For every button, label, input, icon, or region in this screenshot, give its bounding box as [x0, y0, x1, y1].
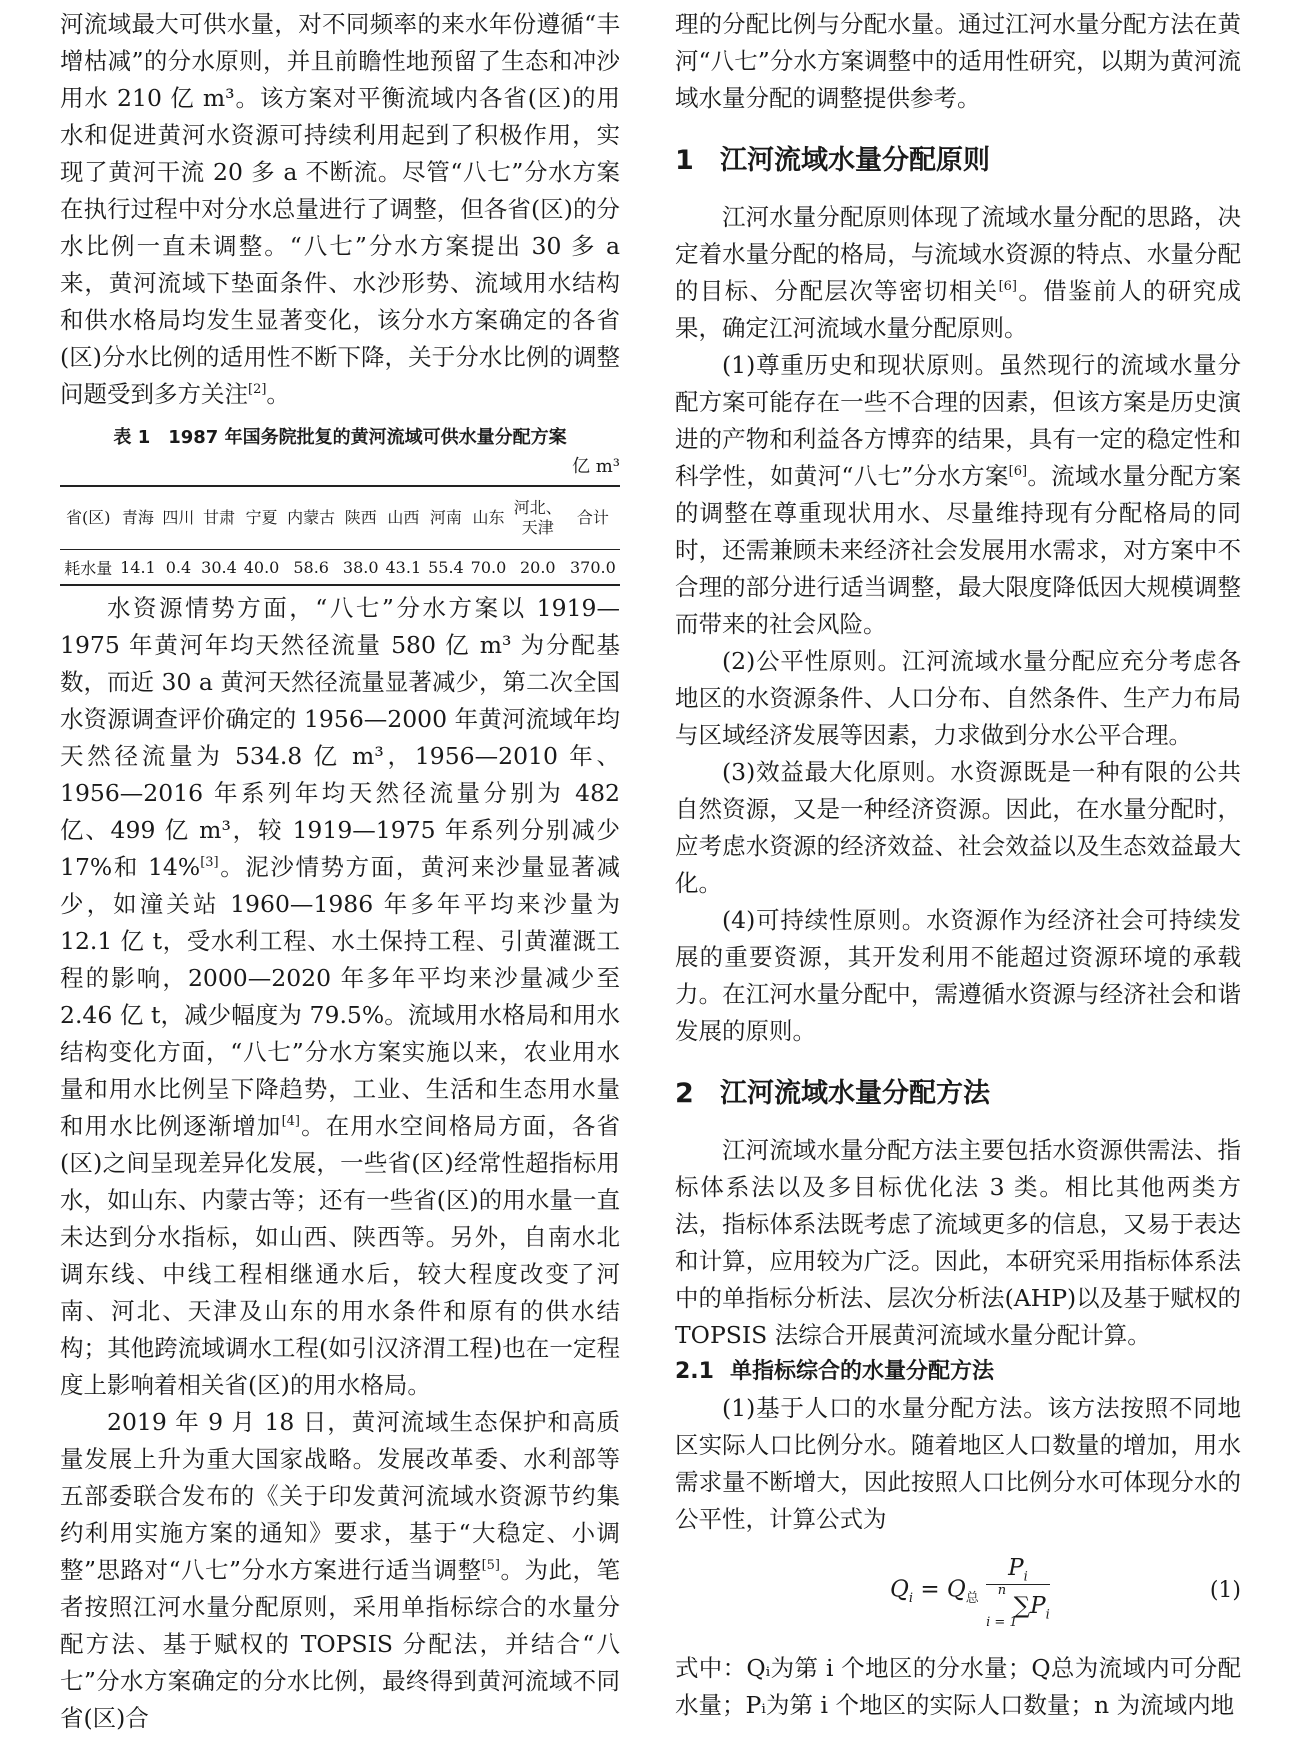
table-caption: 表 1 1987 年国务院批复的黄河流域可供水量分配方案 [113, 427, 567, 448]
equation: $Q_i = Q_总$ $P_i$ n i = 1 $\sum P_i$ (1) [675, 1548, 1241, 1646]
section-heading: 2 江河流域水量分配方法 [675, 1078, 990, 1109]
subsection-heading: 2.1 单指标综合的水量分配方法 [675, 1359, 995, 1384]
table-cell: 58.6 [283, 550, 340, 586]
table-header-cell: 山东 [467, 486, 510, 550]
table-header-cell: 内蒙古 [283, 486, 340, 550]
table-cell: 370.0 [566, 550, 620, 586]
equation-number: (1) [1209, 1578, 1241, 1603]
paragraph: 江河流域水量分配方法主要包括水资源供需法、指标体系法以及多目标优化法 3 类。相比其他两类方法，指标体系法既考虑了流域更多的信息，又易于表达和计算，应用较为广泛。因此，本研究采用指标体系法中的单指标分析法、层次分析法(AHP)以及基于赋权的 TOPSIS 法综合开展黄河流域水量分配计算。 [675, 1136, 1241, 1349]
table-cell: 40.0 [240, 550, 283, 586]
section-heading: 1 江河流域水量分配原则 [675, 145, 990, 176]
table-unit: 亿 m³ [571, 456, 620, 477]
table-header-row [60, 486, 620, 550]
table-header-cell: 河北、天津 [510, 486, 566, 550]
paragraph: 江河水量分配原则体现了流域水量分配的思路，决定着水量分配的格局，与流域水资源的特点、水量分配的目标、分配层次等密切相关[6]。借鉴前人的研究成果，确定江河流域水量分配原则。 [675, 203, 1242, 342]
paragraph: 水资源情势方面，“八七”分水方案以 1919—1975 年黄河年均天然径流量 580 亿 m³ 为分配基数，而近 30 a 黄河天然径流量显著减少，第二次全国水资源调查评价确定的 1956—2000 年黄河流域年均天然径流量为 534.8 亿 m³，1956—2010 年、1956—2016 年系列年均天然径流量分别为 482 亿、499 亿 m³，较 1919—1975 年系列分别减少 17%和 14%[3]。泥沙情势方面，黄河来沙量显著减少，如潼关站 1960—1986 年多年平均来沙量为 12.1 亿 t，受水利工程、水土保持工程、引黄灌溉工程的影响，2000—2020 年多年平均来沙量减少至 2.46 亿 t，减少幅度为 79.5%。流域用水格局和用水结构变化方面，“八七”分水方案实施以来，农业用水量和用水比例呈下降趋势，工业、生活和生态用水量和用水比例逐渐增加[4]。在用水空间格局方面，各省(区)之间呈现差异化发展，一些省(区)经常性超指标用水，如山东、内蒙古等；还有一些省(区)的用水量一直未达到分水指标，如山西、陕西等。另外，自南水北调东线、中线工程相继通水后，较大程度改变了河南、河北、天津及山东的用水条件和原有的供水结构；其他跨流域调水工程(如引汉济渭工程)也在一定程度上影响着相关省(区)的用水格局。 [60, 594, 621, 1399]
table-header-cell: 四川 [159, 486, 198, 550]
citation: [4] [281, 1114, 300, 1130]
paragraph: 2019 年 9 月 18 日，黄河流域生态保护和高质量发展上升为重大国家战略。发展改革委、水利部等五部委联合发布的《关于印发黄河流域水资源节约集约利用实施方案的通知》要求，基于“大稳定、小调整”思路对“八七”分水方案进行适当调整[5]。为此，笔者按照江河水量分配原则，采用单指标综合的水量分配方法、基于赋权的 TOPSIS 分配法，并结合“八七”分水方案确定的分水比例，最终得到黄河流域不同省(区)合 [60, 1408, 621, 1732]
table-header-cell: 省(区) [60, 486, 117, 550]
citation: [5] [481, 1558, 500, 1574]
paragraph: (2)公平性原则。江河流域水量分配应充分考虑各地区的水资源条件、人口分布、自然条件、生产力布局与区域经济发展等因素，力求做到分水公平合理。 [675, 647, 1241, 749]
table-cell: 20.0 [510, 550, 566, 586]
table-cell: 70.0 [467, 550, 510, 586]
left-column [60, 6, 620, 1737]
citation: [6] [1008, 464, 1028, 480]
table-header-cell: 山西 [382, 486, 425, 550]
table-header-cell: 合计 [566, 486, 620, 550]
table-cell: 43.1 [382, 550, 425, 586]
paragraph: 理的分配比例与分配水量。通过江河水量分配方法在黄河“八七”分水方案调整中的适用性研究，以期为黄河流域水量分配的调整提供参考。 [675, 10, 1241, 112]
table-cell: 14.1 [117, 550, 160, 586]
allocation-table [60, 485, 620, 586]
table-row [60, 550, 620, 586]
table-cell: 0.4 [159, 550, 198, 586]
table-row-label: 耗水量 [60, 550, 117, 586]
table-cell: 30.4 [198, 550, 241, 586]
paragraph: 式中：Qᵢ为第 i 个地区的分水量；Q总为流域内可分配水量；Pᵢ为第 i 个地区的实际人口数量；n 为流域内地 [675, 1654, 1241, 1719]
citation: [6] [998, 279, 1017, 295]
table-header-cell: 宁夏 [240, 486, 283, 550]
right-column [675, 6, 1241, 1724]
table-cell: 38.0 [339, 550, 382, 586]
table-cell: 55.4 [425, 550, 468, 586]
table-header-cell: 甘肃 [198, 486, 241, 550]
paragraph: (4)可持续性原则。水资源作为经济社会可持续发展的重要资源，其开发利用不能超过资源环境的承载力。在江河水量分配中，需遵循水资源与经济社会和谐发展的原则。 [675, 906, 1241, 1045]
citation: [2] [248, 382, 267, 398]
paragraph: (1)基于人口的水量分配方法。该方法按照不同地区实际人口比例分水。随着地区人口数量的增加，用水需求量不断增大，因此按照人口比例分水可体现分水的公平性，计算公式为 [675, 1394, 1241, 1533]
fraction: $P_i$ n i = 1 $\sum P_i$ [986, 1552, 1050, 1629]
table-header-cell: 河南 [425, 486, 468, 550]
paragraph: (3)效益最大化原则。水资源既是一种有限的公共自然资源，又是一种经济资源。因此，在水量分配时，应考虑水资源的经济效益、社会效益以及生态效益最大化。 [675, 758, 1241, 897]
citation: [3] [200, 855, 219, 871]
table-header-cell: 青海 [117, 486, 160, 550]
paragraph: (1)尊重历史和现状原则。虽然现行的流域水量分配方案可能存在一些不合理的因素，但该方案是历史演进的产物和利益各方博弈的结果，具有一定的稳定性和科学性，如黄河“八七”分水方案[6]。流域水量分配方案的调整在尊重现状用水、尽量维持现有分配格局的同时，还需兼顾未来经济社会发展用水需求，对方案中不合理的部分进行适当调整，最大限度降低因大规模调整而带来的社会风险。 [675, 351, 1242, 638]
table-header-cell: 陕西 [339, 486, 382, 550]
paragraph: 河流域最大可供水量，对不同频率的来水年份遵循“丰增枯减”的分水原则，并且前瞻性地预留了生态和冲沙用水 210 亿 m³。该方案对平衡流域内各省(区)的用水和促进黄河水资源可持续利用起到了积极作用，实现了黄河干流 20 多 a 不断流。尽管“八七”分水方案在执行过程中对分水总量进行了调整，但各省(区)的分水比例一直未调整。“八七”分水方案提出 30 多 a 来，黄河流域下垫面条件、水沙形势、流域用水结构和供水格局均发生显著变化，该分水方案确定的各省(区)分水比例的适用性不断下降，关于分水比例的调整问题受到多方关注[2]。 [60, 10, 620, 408]
